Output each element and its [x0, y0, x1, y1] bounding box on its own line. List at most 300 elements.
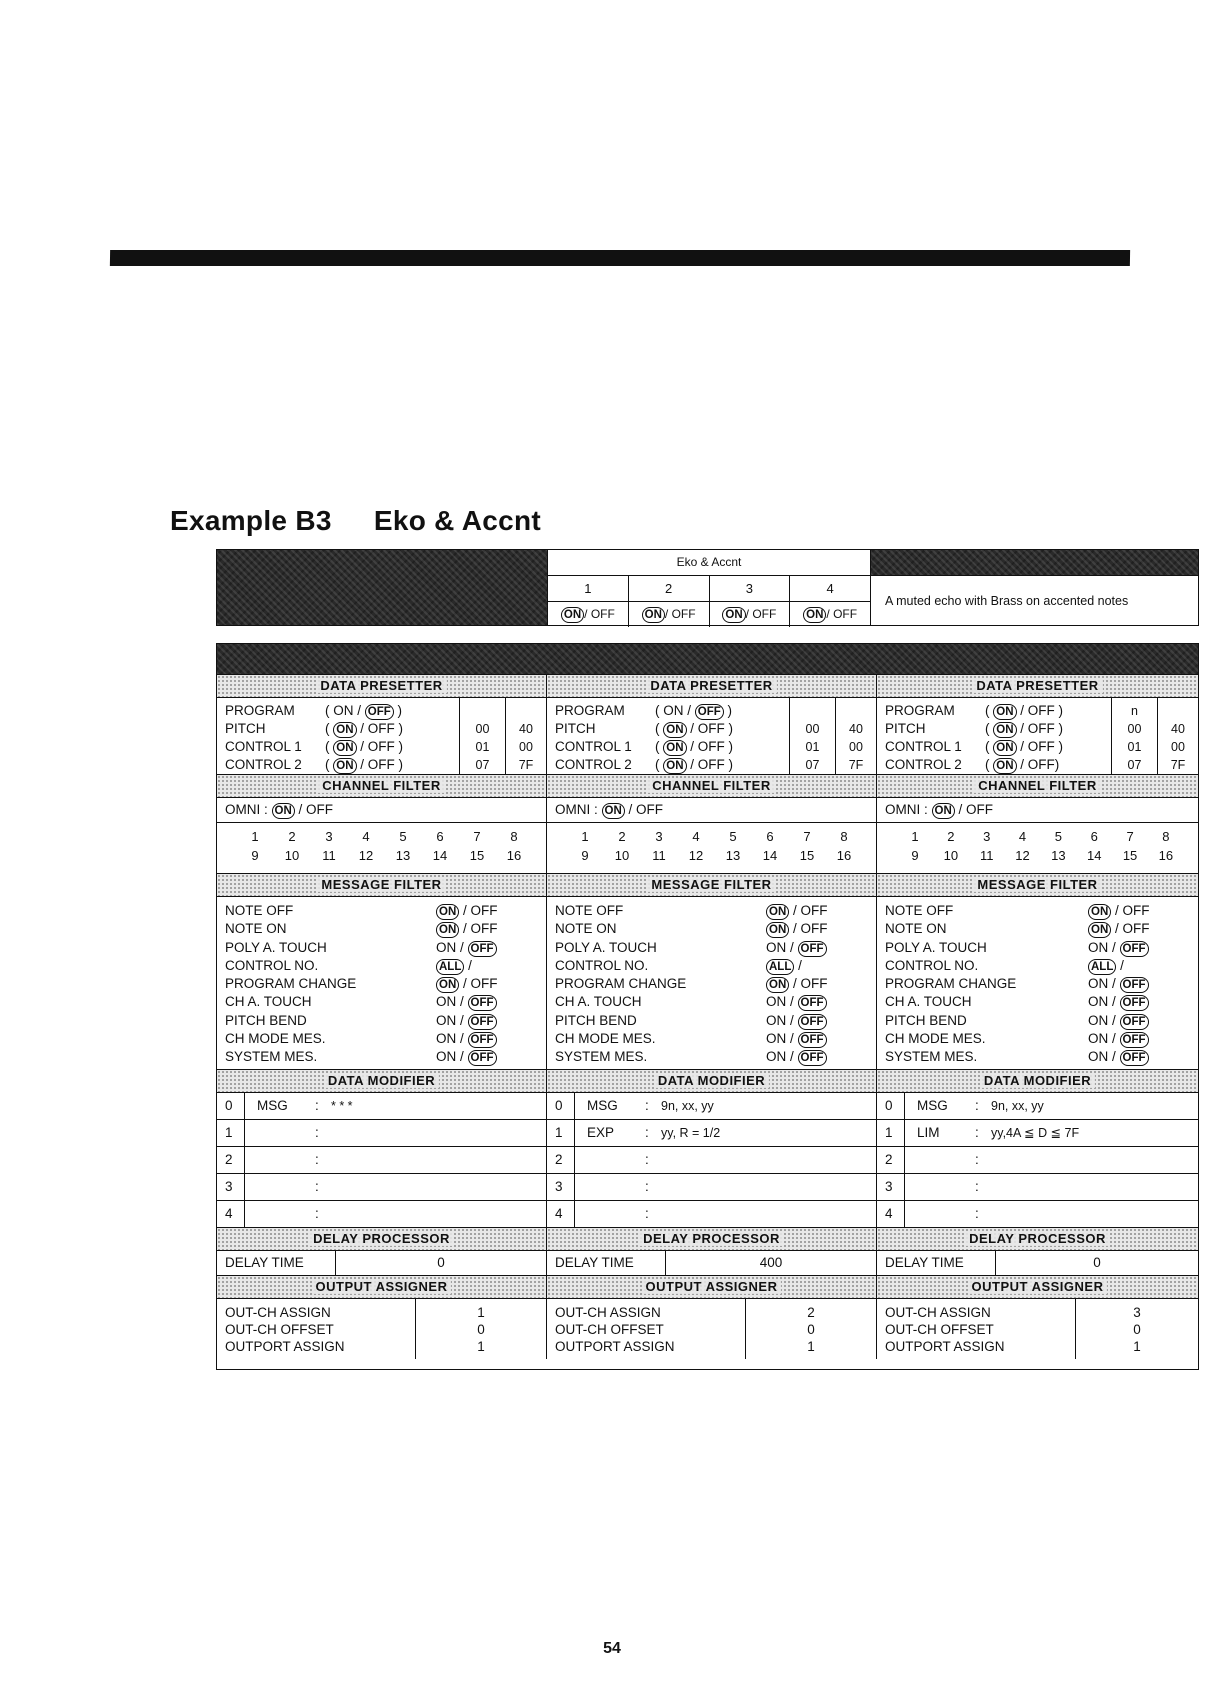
message-state-cell	[766, 939, 876, 957]
section-title: DELAY PROCESSOR	[965, 1231, 1110, 1246]
presetter-value: 40	[519, 722, 533, 736]
slot-state	[629, 602, 710, 627]
modifier-colon: :	[975, 1179, 979, 1194]
output-assigner	[217, 1299, 546, 1359]
channel-number: 7	[473, 829, 481, 844]
modifier-colon: :	[975, 1152, 979, 1167]
circled-option: OFF	[1120, 995, 1149, 1011]
output-values	[1076, 1299, 1198, 1359]
message-state-cell	[766, 993, 876, 1011]
channel-number: 1	[581, 829, 589, 844]
channel-filter-heading	[217, 774, 546, 798]
message-state-cell	[436, 920, 546, 938]
modifier-row	[547, 1147, 876, 1174]
channel-number: 2	[618, 829, 626, 844]
output-label: OUT-CH OFFSET	[225, 1322, 334, 1337]
circled-option: ON	[993, 758, 1016, 774]
message-state-cell	[436, 957, 546, 975]
circled-option: OFF	[798, 1050, 827, 1066]
circled-option: ON	[333, 722, 356, 738]
modifier-arg: yy, R = 1/2	[661, 1126, 721, 1140]
message-label: CONTROL NO.	[555, 957, 649, 973]
message-state: ON / OFF	[766, 1049, 827, 1064]
message-label: PROGRAM CHANGE	[225, 976, 357, 992]
modifier-op	[245, 1201, 315, 1227]
message-label: SYSTEM MES.	[555, 1049, 648, 1065]
circled-option: ON	[993, 704, 1016, 720]
channel-row	[217, 846, 546, 865]
modifier-colon: :	[645, 1179, 649, 1194]
message-state-cell	[1088, 920, 1198, 938]
message-state: ON / OFF	[1088, 1031, 1149, 1046]
presetter-state: ( ON / OFF )	[985, 721, 1063, 736]
omni-state: OMNI : ON / OFF	[225, 802, 333, 817]
channel-number: 13	[725, 848, 741, 863]
output-label: OUT-CH OFFSET	[885, 1322, 994, 1337]
modifier-colon: :	[645, 1206, 649, 1221]
presetter-value: 40	[1171, 722, 1185, 736]
channel-number: 11	[652, 848, 666, 863]
presetter-label: CONTROL 1	[225, 739, 302, 754]
presetter-label: PITCH	[225, 721, 266, 736]
message-state: ON / OFF	[436, 1049, 497, 1064]
presetter-state: ( ON / OFF )	[985, 703, 1063, 718]
message-states	[436, 897, 546, 1069]
channel-row	[217, 827, 546, 846]
data-presetter	[877, 698, 1198, 774]
circled-option: ALL	[436, 959, 464, 975]
message-state-cell	[766, 902, 876, 920]
presetter-value: 07	[1127, 758, 1142, 772]
message-state: ON / OFF	[1088, 921, 1150, 936]
circled-option: OFF	[1120, 941, 1149, 957]
message-label: POLY A. TOUCH	[885, 939, 987, 955]
omni-setting	[547, 798, 876, 823]
message-state-cell	[1088, 1012, 1198, 1030]
output-assigner	[547, 1299, 876, 1359]
modifier-arg: * * *	[331, 1099, 353, 1113]
modifier-op	[575, 1201, 645, 1227]
message-state: ON / OFF	[1088, 903, 1150, 918]
presetter-state: ( ON / OFF )	[655, 757, 733, 772]
presetter-labels	[217, 698, 459, 774]
channel-number: 7	[803, 829, 811, 844]
circled-option: OFF	[798, 941, 827, 957]
section-title: DATA MODIFIER	[654, 1073, 769, 1088]
modifier-arg	[661, 1147, 876, 1173]
modifier-row	[217, 1120, 546, 1147]
modifier-op	[905, 1174, 975, 1200]
modifier-arg	[661, 1201, 876, 1227]
page-title	[170, 505, 541, 537]
presetter-label: CONTROL 1	[885, 739, 962, 754]
message-label: PITCH BEND	[225, 1012, 307, 1028]
presetter-values-b	[835, 698, 876, 774]
channel-number: 1	[911, 829, 919, 844]
header-right	[871, 550, 1198, 625]
message-names	[877, 897, 1088, 1069]
message-names	[217, 897, 436, 1069]
modifier-index: 2	[877, 1147, 905, 1173]
output-labels	[217, 1299, 416, 1359]
circled-option: OFF	[798, 1032, 827, 1048]
circled-option: OFF	[365, 704, 394, 720]
modifier-row	[547, 1120, 876, 1147]
presetter-value	[836, 702, 876, 720]
modifier-row	[217, 1201, 546, 1227]
message-state: ON / OFF	[766, 1031, 827, 1046]
top-rule	[110, 250, 1130, 266]
channel-number: 4	[1018, 829, 1027, 844]
message-label: PITCH BEND	[885, 1012, 967, 1028]
channel-number: 7	[1126, 829, 1134, 844]
modifier-index: 3	[877, 1174, 905, 1200]
channel-number: 4	[692, 829, 700, 844]
channel-row	[547, 846, 876, 865]
message-states	[766, 897, 876, 1069]
presetter-labels	[877, 698, 1111, 774]
circled-option: OFF	[1120, 1014, 1149, 1030]
presetter-value: 7F	[518, 758, 534, 772]
message-label: CONTROL NO.	[225, 957, 319, 973]
circled-option: ON	[663, 758, 686, 774]
message-label: CH MODE MES.	[885, 1031, 986, 1047]
circled-option: OFF	[468, 941, 497, 957]
message-label: POLY A. TOUCH	[555, 939, 657, 955]
data-presetter-heading	[877, 674, 1198, 698]
circled-option: ON	[436, 977, 459, 993]
channel-number: 10	[614, 848, 630, 863]
modifier-arg: 9n, xx, yy	[661, 1099, 714, 1113]
message-state: ON / OFF	[436, 994, 497, 1009]
presetter-row	[885, 720, 1111, 738]
grid-shaded-top	[217, 644, 1198, 674]
modifier-arg	[331, 1201, 546, 1227]
modifier-row	[547, 1093, 876, 1120]
output-assigner	[877, 1299, 1198, 1359]
presetter-label: PITCH	[885, 721, 926, 736]
message-state: ON / OFF	[436, 976, 498, 991]
message-label: SYSTEM MES.	[885, 1049, 978, 1065]
message-state: ON / OFF	[766, 940, 827, 955]
output-values	[416, 1299, 546, 1359]
modifier-arg: 9n, xx, yy	[991, 1099, 1044, 1113]
channel-number: 11	[322, 848, 336, 863]
circled-option: OFF	[1120, 1032, 1149, 1048]
presetter-row	[885, 738, 1111, 756]
header-shaded-left	[217, 550, 547, 625]
message-state: ON / OFF	[1088, 940, 1149, 955]
modifier-op: EXP	[587, 1125, 615, 1140]
channel-number: 13	[395, 848, 411, 863]
presetter-state: ( ON / OFF )	[325, 757, 403, 772]
modifier-index: 3	[217, 1174, 245, 1200]
omni-setting	[217, 798, 546, 823]
modifier-row	[217, 1093, 546, 1120]
message-state-cell	[436, 1048, 546, 1066]
slot-state	[790, 602, 870, 627]
presetter-label: CONTROL 1	[555, 739, 632, 754]
slot-number: 2	[629, 576, 710, 601]
slot-off-label: / OFF	[745, 607, 777, 621]
message-state-cell	[766, 1012, 876, 1030]
circled-option: OFF	[798, 1014, 827, 1030]
presetter-value: 40	[849, 722, 863, 736]
channel-grid	[217, 823, 546, 873]
modifier-op	[245, 1147, 315, 1173]
modifier-row	[877, 1201, 1198, 1227]
presetter-row	[555, 702, 789, 720]
message-state: ON / OFF	[766, 903, 828, 918]
modifier-op	[575, 1174, 645, 1200]
delay-processor	[217, 1251, 546, 1275]
message-state: ON / OFF	[436, 921, 498, 936]
example-name: Eko & Accnt	[373, 505, 542, 536]
delay-time-value: 400	[759, 1255, 783, 1270]
channel-number: 6	[1090, 829, 1098, 844]
channel-number: 5	[1054, 829, 1062, 844]
delay-time-value: 0	[1093, 1255, 1101, 1270]
channel-number: 14	[432, 848, 448, 863]
section-title: MESSAGE FILTER	[647, 877, 775, 892]
modifier-colon: :	[645, 1098, 649, 1113]
circled-option: ON	[602, 803, 625, 819]
message-state-cell	[1088, 902, 1198, 920]
circled-option: ON	[272, 803, 295, 819]
modifier-index: 3	[547, 1174, 575, 1200]
section-title: DATA PRESETTER	[316, 678, 446, 693]
output-value: 0	[1133, 1322, 1141, 1337]
presetter-label: PITCH	[555, 721, 596, 736]
channel-number: 16	[836, 848, 852, 863]
circled-option: OFF	[1120, 1050, 1149, 1066]
output-value: 2	[807, 1305, 815, 1320]
data-modifier	[877, 1093, 1198, 1227]
message-state: ON / OFF	[766, 921, 828, 936]
message-state-cell	[766, 1048, 876, 1066]
modifier-colon: :	[315, 1206, 319, 1221]
modifier-op: MSG	[917, 1098, 948, 1113]
modifier-index: 1	[877, 1120, 905, 1146]
presetter-row	[225, 738, 459, 756]
circled-option: ON	[993, 740, 1016, 756]
message-filter-heading	[217, 873, 546, 897]
modifier-arg	[991, 1174, 1198, 1200]
message-state-cell	[1088, 1048, 1198, 1066]
message-state: ON / OFF	[436, 903, 498, 918]
message-label: NOTE ON	[555, 921, 617, 937]
patch-column	[547, 674, 877, 1359]
section-title: CHANNEL FILTER	[648, 778, 774, 793]
message-state-cell	[436, 1012, 546, 1030]
presetter-value: 01	[1127, 740, 1142, 754]
modifier-colon: :	[975, 1206, 979, 1221]
presetter-value: n	[1131, 704, 1138, 718]
presetter-value	[790, 702, 835, 720]
channel-number: 8	[1162, 829, 1170, 844]
modifier-colon: :	[975, 1125, 979, 1140]
presetter-state: ( ON / OFF )	[325, 739, 403, 754]
message-filter	[217, 897, 546, 1069]
section-title: DELAY PROCESSOR	[309, 1231, 454, 1246]
channel-number: 3	[983, 829, 991, 844]
output-value: 1	[1133, 1339, 1141, 1354]
channel-row	[547, 827, 876, 846]
presetter-value: 00	[475, 722, 490, 736]
output-label: OUT-CH OFFSET	[555, 1322, 664, 1337]
output-value: 0	[477, 1322, 485, 1337]
output-values	[746, 1299, 876, 1359]
slot-off-label: / OFF	[584, 607, 615, 621]
output-label: OUTPORT ASSIGN	[555, 1339, 675, 1354]
slot-state	[548, 602, 629, 627]
channel-number: 14	[1086, 848, 1102, 863]
message-state-cell	[436, 993, 546, 1011]
data-modifier-heading	[877, 1069, 1198, 1093]
presetter-row	[555, 738, 789, 756]
message-label: CONTROL NO.	[885, 957, 979, 973]
modifier-row	[877, 1120, 1198, 1147]
channel-number: 16	[506, 848, 522, 863]
circled-option: ON	[1088, 922, 1111, 938]
presetter-value: 07	[805, 758, 820, 772]
data-presetter	[547, 698, 876, 774]
presetter-row	[555, 720, 789, 738]
message-state: ON / OFF	[766, 994, 827, 1009]
message-state: ON / OFF	[1088, 1049, 1149, 1064]
modifier-op	[245, 1174, 315, 1200]
presetter-value: 01	[805, 740, 820, 754]
circled-option: ALL	[1088, 959, 1116, 975]
modifier-arg	[331, 1174, 546, 1200]
presetter-label: PROGRAM	[225, 703, 295, 718]
modifier-arg	[331, 1147, 546, 1173]
presetter-state: ( ON / OFF )	[325, 703, 402, 718]
section-title: DELAY PROCESSOR	[639, 1231, 784, 1246]
message-label: PROGRAM CHANGE	[885, 976, 1017, 992]
presetter-value: 7F	[1170, 758, 1186, 772]
presetter-value: 00	[519, 740, 533, 754]
message-state: ON / OFF	[766, 976, 828, 991]
section-title: DATA MODIFIER	[980, 1073, 1095, 1088]
page-number: 54	[603, 1640, 621, 1657]
channel-number: 9	[251, 848, 259, 863]
patch-grid	[216, 643, 1199, 1370]
presetter-value: 01	[475, 740, 490, 754]
modifier-arg	[661, 1174, 876, 1200]
channel-grid	[547, 823, 876, 873]
circled-option: OFF	[695, 704, 724, 720]
slot-state	[710, 602, 791, 627]
slot-off-label: / OFF	[826, 607, 858, 621]
presetter-value: 00	[1127, 722, 1142, 736]
message-state: ON / OFF	[1088, 976, 1149, 991]
section-title: DATA MODIFIER	[324, 1073, 439, 1088]
circled-option: ON	[561, 607, 584, 623]
message-states	[1088, 897, 1198, 1069]
circled-option: ON	[932, 803, 955, 819]
modifier-index: 0	[547, 1093, 575, 1119]
data-modifier-heading	[217, 1069, 546, 1093]
channel-number: 14	[762, 848, 778, 863]
modifier-colon: :	[975, 1098, 979, 1113]
section-title: MESSAGE FILTER	[973, 877, 1101, 892]
section-title: OUTPUT ASSIGNER	[642, 1279, 782, 1294]
message-state: ON / OFF	[1088, 1013, 1149, 1028]
channel-number: 8	[840, 829, 848, 844]
section-title: OUTPUT ASSIGNER	[968, 1279, 1108, 1294]
message-state: ALL /	[1088, 958, 1124, 973]
data-modifier-heading	[547, 1069, 876, 1093]
message-label: NOTE OFF	[885, 903, 954, 918]
modifier-row	[217, 1174, 546, 1201]
circled-option: ON	[642, 607, 665, 623]
message-label: CH MODE MES.	[555, 1031, 656, 1047]
modifier-colon: :	[645, 1152, 649, 1167]
channel-number: 12	[688, 848, 704, 863]
message-state-cell	[1088, 975, 1198, 993]
delay-processor	[547, 1251, 876, 1275]
message-state-cell	[766, 957, 876, 975]
presetter-value: 7F	[848, 758, 864, 772]
presetter-value	[1158, 702, 1198, 720]
modifier-index: 1	[217, 1120, 245, 1146]
section-title: CHANNEL FILTER	[974, 778, 1100, 793]
message-state: ALL /	[436, 958, 472, 973]
circled-option: ON	[333, 740, 356, 756]
circled-option: ON	[993, 722, 1016, 738]
header-shaded-right	[871, 550, 1198, 575]
presetter-value: 00	[805, 722, 820, 736]
patch-description: A muted echo with Brass on accented notes	[871, 575, 1198, 625]
circled-option: ON	[436, 922, 459, 938]
message-state: ALL /	[766, 958, 802, 973]
circled-option: OFF	[468, 1050, 497, 1066]
channel-filter-heading	[877, 774, 1198, 798]
output-labels	[547, 1299, 746, 1359]
modifier-index: 0	[217, 1093, 245, 1119]
output-assigner-heading	[217, 1275, 546, 1299]
message-label: CH A. TOUCH	[225, 994, 312, 1010]
modifier-arg: yy,4A ≦ D ≦ 7F	[991, 1126, 1080, 1140]
modifier-op	[905, 1201, 975, 1227]
modifier-op: MSG	[257, 1098, 288, 1113]
message-state: ON / OFF	[436, 1013, 497, 1028]
channel-number: 15	[799, 848, 815, 863]
presetter-values-a	[1111, 698, 1157, 774]
presetter-label: PROGRAM	[555, 703, 625, 718]
presetter-row	[885, 756, 1111, 774]
delay-processor-heading	[217, 1227, 546, 1251]
channel-number: 1	[251, 829, 259, 844]
presetter-state: ( ON / OFF )	[655, 721, 733, 736]
channel-number: 12	[1015, 848, 1030, 863]
channel-number: 15	[469, 848, 485, 863]
section-title: OUTPUT ASSIGNER	[312, 1279, 452, 1294]
circled-option: ON	[333, 758, 356, 774]
channel-filter-heading	[547, 774, 876, 798]
modifier-arg	[331, 1120, 546, 1146]
message-label: NOTE ON	[225, 921, 287, 937]
circled-option: OFF	[798, 995, 827, 1011]
slot-number: 1	[548, 576, 629, 601]
circled-option: ON	[766, 977, 789, 993]
modifier-op: MSG	[587, 1098, 618, 1113]
output-labels	[877, 1299, 1076, 1359]
section-title: DATA PRESETTER	[972, 678, 1102, 693]
circled-option: ON	[766, 904, 789, 920]
output-label: OUT-CH ASSIGN	[555, 1305, 661, 1320]
